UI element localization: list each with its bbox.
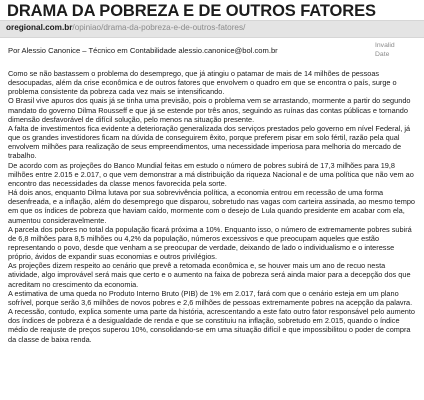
paragraph-6: A parcela dos pobres no total da população ficará próxima a 10%. Enquanto isso, o número de extremamente pobres subirá de 6,8 milhões para 8,5 milhões ou 4,2% da população, números excessivos e que preocupam aqueles que estão representando o povo, desde que venham a se preocupar de verdade, deixando de lado o individualismo e o interesse próprio, ávidos de expandir suas economias e outros privilégios. xyxy=(8,224,412,262)
paragraph-1: Como se não bastassem o problema do desemprego, que já atingiu o patamar de mais de 14 milhões de pessoas desocupadas, além da crise econômica e de outros fatores que envolvem o quadro em que se encontra o país, surge o problema consistente da pobreza cada vez mais se intensificando. xyxy=(8,69,397,97)
paragraph-7: As projeções dizem respeito ao cenário que prevê a retomada econômica e, se houver mais um ano de recuo nesta atividade, algo improvável será mais que certo e o aumento na faixa de pobreza será ainda maior para a decepção dos que acreditam no crescimento da economia. xyxy=(8,261,411,289)
url-path[interactable]: /opiniao/drama-da-pobreza-e-de-outros-fatores/ xyxy=(72,23,246,32)
article-url[interactable] xyxy=(6,23,245,32)
url-bar xyxy=(0,20,424,38)
article-title: DRAMA DA POBREZA E DE OUTROS FATORES xyxy=(7,2,376,20)
paragraph-4: De acordo com as projeções do Banco Mundial feitas em estudo o número de pobres subirá de 17,3 milhões para 19,8 milhões entre 2.015 e 2.017, o que vem demonstrar a má distribuição da riqueza Nacional e de uma política que não vem ao encontro das necessidades da classe menos favorecida pela sorte. xyxy=(8,160,414,188)
paragraph-2: O Brasil vive apuros dos quais já se tinha uma previsão, pois o problema vem se arrastando, mormente a partir do segundo mandato do governo Dilma Rousseff e que já se estende por três anos, seguindo as ruínas das contas públicas e tornando dimensão desfavorável de difícil solução, pelo menos na situação presente. xyxy=(8,96,411,124)
date-text: Date xyxy=(375,51,390,58)
paragraph-5: Há dois anos, enquanto Dilma lutava por sua sobrevivência política, a economia entrou em recessão de uma forma desenfreada, e a inflação, além do desemprego que disparou, sobretudo nas vagas com carteira assinada, ao mesmo tempo em que os índices de pobreza que haviam caído, mormente com o desejo de Lula quando presidente em acabar com ela, aumentou consideravelmente. xyxy=(8,188,416,225)
invalid-date-label xyxy=(375,41,395,59)
paragraph-8: A estimativa de uma queda no Produto Interno Bruto (PIB) de 1% em 2.017, fará com que o cenário esteja em um plano sofrível, porque serão 3,6 milhões de novos pobres e 2,6 milhões de pessoas extremamente pobres na acepção da palavra. xyxy=(8,288,413,307)
paragraph-3: A falta de investimentos fica evidente a deterioração generalizada dos serviços prestados pelo governo em nível Federal, já que os grandes investidores ficam na dúvida de conseguirem êxito, porque preferem pisar em solo fértil, razão pela qual envolvem milhões para realização de seus empreendimentos, uma necessidade imperiosa para melhoria do mercado de trabalho. xyxy=(8,123,411,161)
url-domain[interactable]: oregional.com.br xyxy=(6,23,73,32)
article-body xyxy=(8,69,416,344)
paragraph-9: A recessão, contudo, explica somente uma parte da história, acrescentando a este fato outro fator responsável pelo aumento dos índices de pobreza é a desigualdade de renda e que se constituiu na inflação, sobretudo em 2.015, quando o índice médio de reajuste de preços superou 10%, consolidando-se em uma situação difícil e que impossibilitou o poder de compra da classe de baixa renda. xyxy=(8,307,416,344)
invalid-text: Invalid xyxy=(375,42,395,49)
author-line: Por Alessio Canonice – Técnico em Contabilidade alessio.canonice@bol.com.br xyxy=(8,46,278,55)
